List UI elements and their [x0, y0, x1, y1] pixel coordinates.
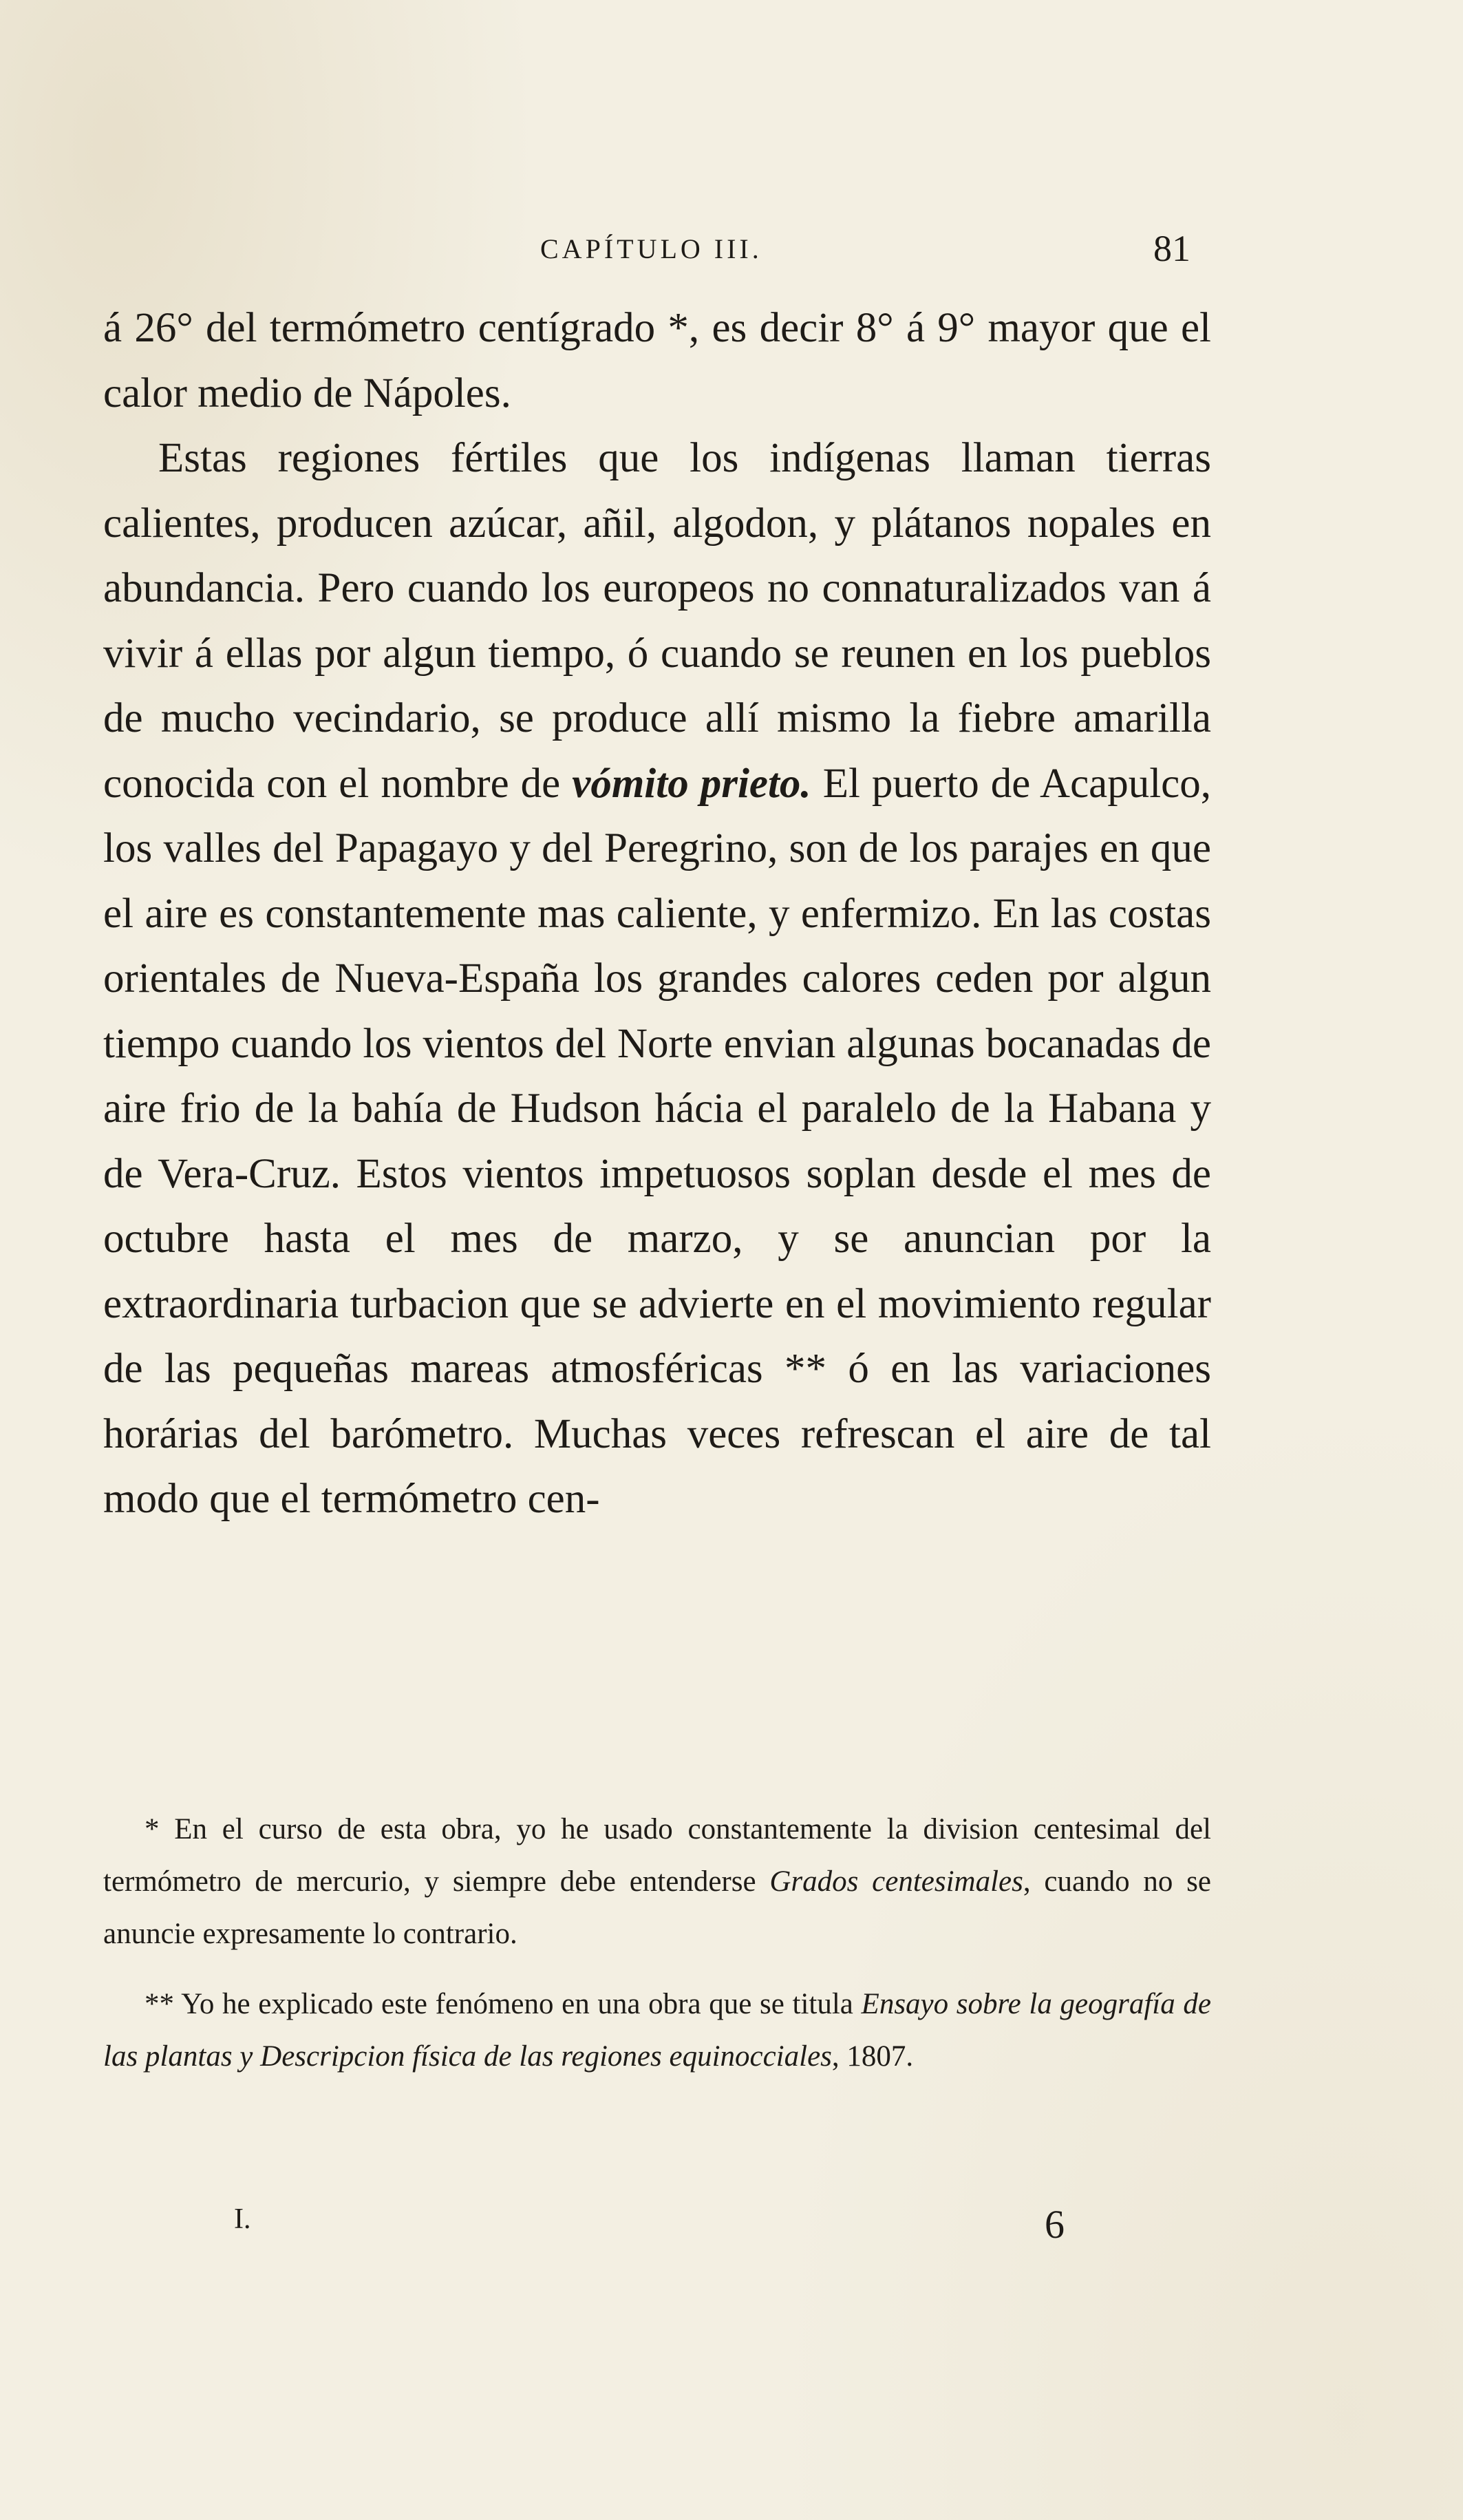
paragraph-text: Estas regiones fértiles que los indígenas llaman tierras calientes, producen azúcar, añil, algodon, y plátanos nopales en abundancia. Pero cuando los europeos no connaturalizados van á vivir á ellas por algun tiempo, ó cuando se reunen en los pueblos de mucho vecindario, se produce allí mismo la fiebre amarilla conocida con el nombre de	[103, 435, 1211, 807]
body-text	[103, 296, 1211, 1532]
paragraph-continuation	[103, 296, 1211, 426]
footnote-text: , 1807.	[831, 2040, 914, 2073]
footnote-text: * En el curso de esta obra, yo he usado constantemente la division centesimal del termómetro de mercurio, y siempre debe entenderse	[103, 1813, 1211, 1898]
paragraph-text: á 26° del termómetro centígrado *, es decir 8° á 9° mayor que el calor medio de Nápoles.	[103, 305, 1211, 416]
running-head: CAPÍTULO III.	[540, 233, 762, 264]
paragraph-tierras-calientes	[103, 426, 1211, 1532]
footnote-1	[103, 1803, 1211, 1960]
footnote-2	[103, 1978, 1211, 2083]
italic-term: vómito prieto.	[572, 760, 811, 807]
paragraph-text: El puerto de Acapulco, los valles del Papagayo y del Peregrino, son de los parajes en que el aire es constantemente mas caliente, y enfermizo. En las costas orientales de Nueva-España los grandes calores ceden por algun tiempo cuando los vientos del Norte envian algunas bocanadas de aire frio de la bahía de Hudson hácia el paralelo de la Habana y de Vera-Cruz. Estos vientos impetuosos soplan desde el mes de octubre hasta el mes de marzo, y se anuncian por la extraordinaria turbacion que se advierte en el movimiento regular de las pequeñas mareas atmosféricas ** ó en las variaciones horárias del barómetro. Muchas veces refrescan el aire de tal modo que el termómetro cen-	[103, 760, 1211, 1522]
gathering-number: 6	[1045, 2202, 1065, 2247]
page-number: 81	[1153, 228, 1190, 269]
footnotes	[103, 1803, 1211, 2101]
volume-signature-mark: I.	[234, 2203, 251, 2235]
footnote-text: , cuando no se anuncie expresamente lo contrario.	[103, 1865, 1212, 1950]
italic-term: Grados centesimales	[769, 1865, 1023, 1898]
page-header	[103, 227, 1190, 275]
footnote-text: ** Yo he explicado este fenómeno en una obra que se titula	[145, 1988, 862, 2020]
italic-title: Ensayo sobre la geografía de las plantas y Descripcion física de las regiones equinocciales	[103, 1988, 1212, 2073]
